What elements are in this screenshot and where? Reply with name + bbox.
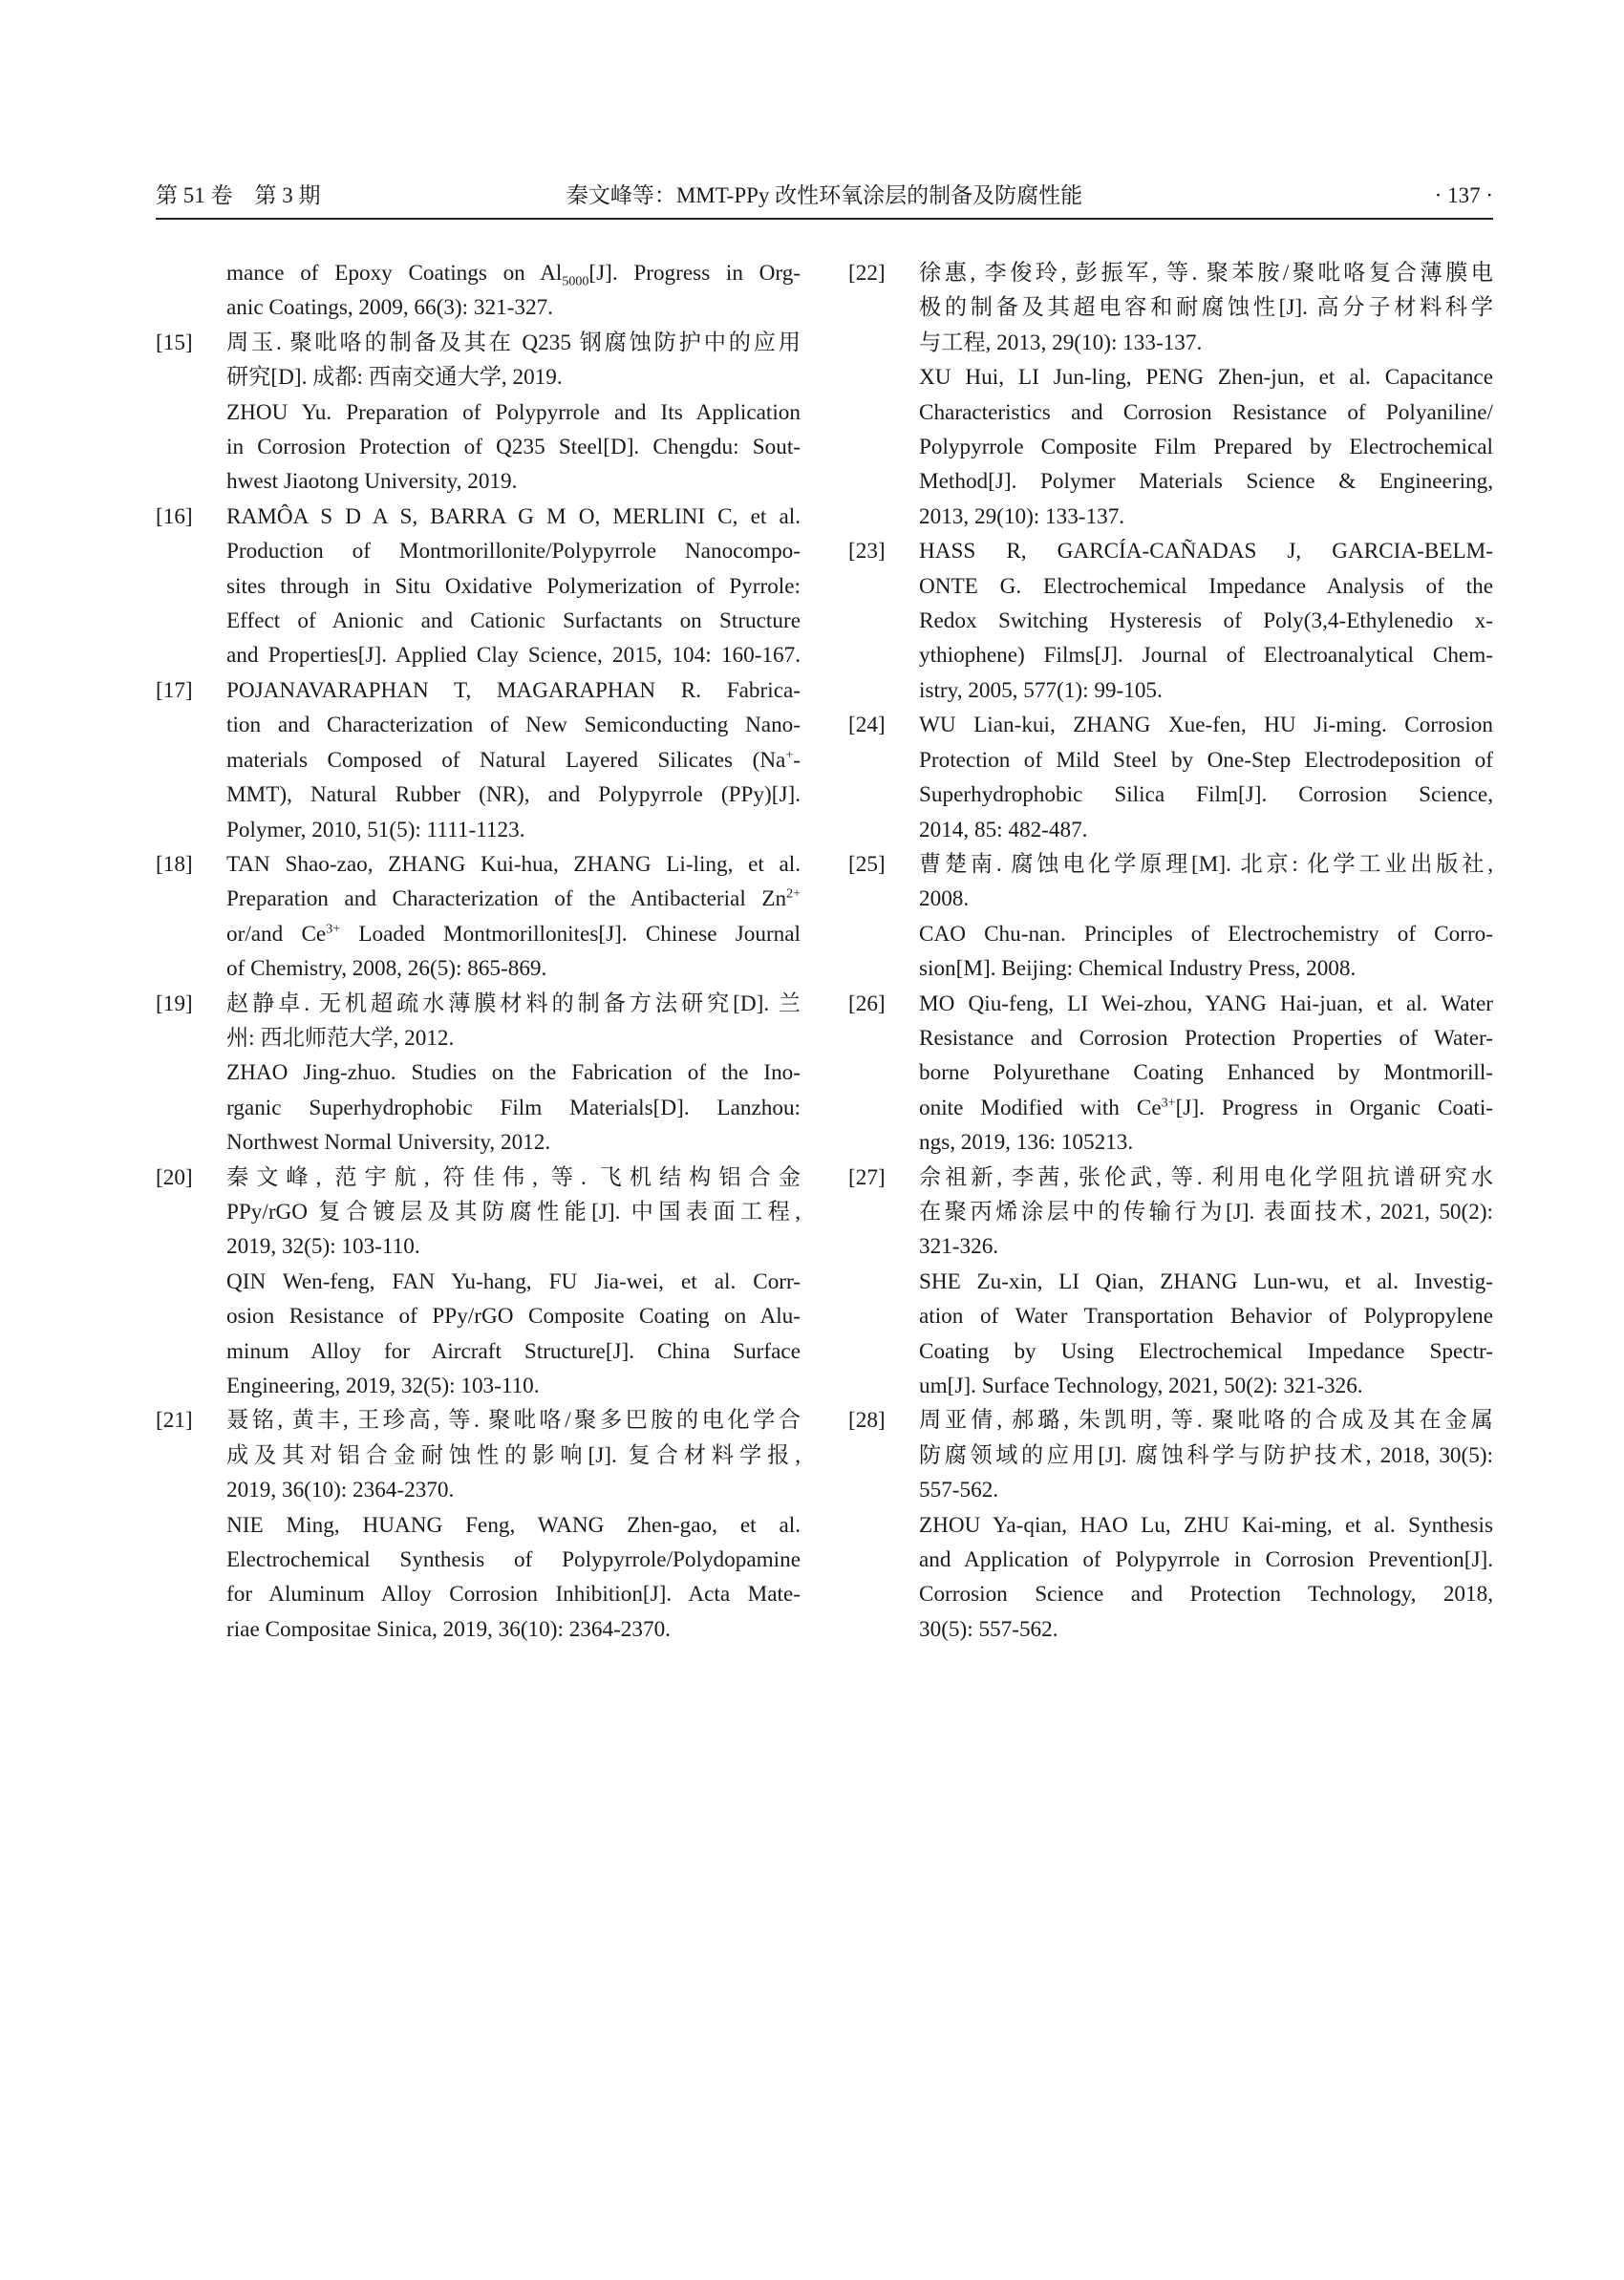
reference-line: Resistance and Corrosion Protection Properties of Water- xyxy=(919,1025,1493,1051)
running-head xyxy=(156,181,1493,220)
reference-number: [21] xyxy=(156,1408,193,1434)
reference-line: Effect of Anionic and Cationic Surfactants on Structure xyxy=(226,608,801,634)
reference-number: [24] xyxy=(848,713,886,738)
reference-entry xyxy=(156,987,801,1161)
reference-line: sion[M]. Beijing: Chemical Industry Press, 2008. xyxy=(919,956,1357,982)
reference-column-right xyxy=(848,256,1493,1647)
reference-number: [22] xyxy=(848,261,886,286)
reference-line: borne Polyurethane Coating Enhanced by Montmorill- xyxy=(919,1060,1493,1086)
reference-number: [16] xyxy=(156,503,193,529)
reference-line: in Corrosion Protection of Q235 Steel[D]. Chengdu: Sout- xyxy=(226,435,801,460)
reference-entry xyxy=(156,1161,801,1404)
reference-line: ONTE G. Electrochemical Impedance Analysis of the xyxy=(919,573,1493,599)
reference-line: rganic Superhydrophobic Film Materials[D]. Lanzhou: xyxy=(226,1095,801,1120)
reference-line: um[J]. Surface Technology, 2021, 50(2): 321-326. xyxy=(919,1374,1363,1398)
reference-line: materials Composed of Natural Layered Silicates (Na+- xyxy=(226,747,801,773)
reference-line: Production of Montmorillonite/Polypyrrole Nanocompo- xyxy=(226,539,801,565)
header-rule xyxy=(156,218,1493,220)
reference-line: HASS R, GARCÍA-CAÑADAS J, GARCIA-BELM- xyxy=(919,539,1493,565)
reference-entry xyxy=(156,1403,801,1647)
reference-line: 防腐领域的应用[J]. 腐蚀科学与防护技术, 2018, 30(5): xyxy=(919,1442,1493,1468)
reference-number: [15] xyxy=(156,330,193,355)
reference-line: or/and $Ce^{3+}$ Loaded Montmorillonites[J]. Chinese Journal xyxy=(226,921,801,947)
article-short-title: 秦文峰等：MMT-PPy 改性环氧涂层的制备及防腐性能 xyxy=(566,183,1083,207)
reference-entry xyxy=(156,673,801,847)
reference-line: Preparation and Characterization of the Antibacterial $Zn^{2+}$ xyxy=(226,886,801,912)
reference-entry xyxy=(848,256,1493,534)
reference-line: NIE Ming, HUANG Feng, WANG Zhen-gao, et al. xyxy=(226,1512,801,1538)
reference-line: riae Compositae Sinica, 2019, 36(10): 2364-2370. xyxy=(226,1616,671,1642)
reference-number: [17] xyxy=(156,677,193,703)
reference-line: QIN Wen-feng, FAN Yu-hang, FU Jia-wei, et al. Corr- xyxy=(226,1268,801,1294)
reference-line: 赵静卓. 无机超疏水薄膜材料的制备方法研究[D]. 兰 xyxy=(226,991,801,1016)
reference-line: 佘祖新, 李茜, 张伦武, 等. 利用电化学阻抗谱研究水 xyxy=(919,1164,1493,1190)
reference-line: Redox Switching Hysteresis of Poly(3,4-Ethylenedio x- xyxy=(919,608,1493,634)
reference-line: sites through in Situ Oxidative Polymerization of Pyrrole: xyxy=(226,573,801,599)
reference-line: 在聚丙烯涂层中的传输行为[J]. 表面技术, 2021, 50(2): xyxy=(919,1199,1493,1225)
reference-line: 周玉. 聚吡咯的制备及其在 Q235 钢腐蚀防护中的应用 xyxy=(226,330,801,355)
page-number: · 137 · xyxy=(1434,183,1493,207)
reference-line: Characteristics and Corrosion Resistance of Polyaniline/ xyxy=(919,399,1493,425)
reference-line: osion Resistance of PPy/rGO Composite Coating on Alu- xyxy=(226,1304,801,1330)
reference-number: [28] xyxy=(848,1408,886,1434)
reference-line: Polymer, 2010, 51(5): 1111-1123. xyxy=(226,817,525,842)
reference-line: and Properties[J]. Applied Clay Science, 2015, 104: 160-167. xyxy=(226,643,801,669)
reference-line: ation of Water Transportation Behavior of Polypropylene xyxy=(919,1304,1493,1330)
reference-entry xyxy=(156,256,801,326)
reference-line: 秦文峰, 范宇航, 符佳伟, 等. 飞机结构铝合金 xyxy=(226,1164,801,1190)
reference-entry xyxy=(156,500,801,673)
reference-line: TAN Shao-zao, ZHANG Kui-hua, ZHANG Li-ling, et al. xyxy=(226,851,801,877)
reference-line: and Application of Polypyrrole in Corrosion Prevention[J]. xyxy=(919,1547,1493,1573)
reference-line: Polypyrrole Composite Film Prepared by Electrochemical xyxy=(919,435,1493,460)
reference-line: RAMÔA S D A S, BARRA G M O, MERLINI C, et al. xyxy=(226,503,801,529)
reference-number: [19] xyxy=(156,991,193,1016)
reference-line: 曹楚南. 腐蚀电化学原理[M]. 北京: 化学工业出版社, xyxy=(919,851,1493,877)
reference-number: [26] xyxy=(848,991,886,1016)
reference-line: MO Qiu-feng, LI Wei-zhou, YANG Hai-juan, et al. Water xyxy=(919,991,1493,1016)
reference-line: PPy/rGO 复合镀层及其防腐性能[J]. 中国表面工程, xyxy=(226,1199,801,1225)
reference-line: 2019, 36(10): 2364-2370. xyxy=(226,1478,455,1503)
reference-column-left xyxy=(156,256,801,1647)
reference-number: [23] xyxy=(848,539,886,565)
reference-line: ngs, 2019, 136: 105213. xyxy=(919,1130,1134,1156)
reference-line: 成及其对铝合金耐蚀性的影响[J]. 复合材料学报, xyxy=(226,1442,801,1468)
reference-number: [27] xyxy=(848,1164,886,1190)
reference-line: Method[J]. Polymer Materials Science & Engineering, xyxy=(919,469,1493,495)
reference-line: 州: 西北师范大学, 2012. xyxy=(226,1025,455,1051)
volume-issue: 第 51 卷 第 3 期 xyxy=(156,183,321,207)
reference-line: hwest Jiaotong University, 2019. xyxy=(226,469,518,495)
reference-line: 徐惠, 李俊玲, 彭振军, 等. 聚苯胺/聚吡咯复合薄膜电 xyxy=(919,261,1493,286)
reference-number: [25] xyxy=(848,851,886,877)
reference-line: for Aluminum Alloy Corrosion Inhibition[J]. Acta Mate- xyxy=(226,1582,801,1608)
reference-line: 2014, 85: 482-487. xyxy=(919,817,1088,842)
reference-line: minum Alloy for Aircraft Structure[J]. China Surface xyxy=(226,1338,801,1364)
reference-line: 321-326. xyxy=(919,1234,999,1260)
reference-line: Engineering, 2019, 32(5): 103-110. xyxy=(226,1374,540,1398)
reference-entry xyxy=(848,708,1493,847)
reference-line: POJANAVARAPHAN T, MAGARAPHAN R. Fabrica- xyxy=(226,677,801,703)
reference-entry xyxy=(848,534,1493,708)
reference-line: onite Modified with $Ce^{3+}[J]$. Progress in Organic Coati- xyxy=(919,1095,1493,1120)
reference-line: Electrochemical Synthesis of Polypyrrole/Polydopamine xyxy=(226,1547,801,1573)
reference-entry xyxy=(848,1403,1493,1647)
reference-entry xyxy=(156,326,801,500)
reference-line: Coating by Using Electrochemical Impedance Spectr- xyxy=(919,1338,1493,1364)
reference-line: 极的制备及其超电容和耐腐蚀性[J]. 高分子材料科学 xyxy=(919,295,1493,321)
reference-line: WU Lian-kui, ZHANG Xue-fen, HU Ji-ming. Corrosion xyxy=(919,713,1493,738)
reference-line: 2013, 29(10): 133-137. xyxy=(919,503,1125,529)
reference-line: 周亚倩, 郝璐, 朱凯明, 等. 聚吡咯的合成及其在金属 xyxy=(919,1408,1493,1434)
reference-line: Superhydrophobic Silica Film[J]. Corrosion Science, xyxy=(919,782,1493,808)
reference-line: 聂铭, 黄丰, 王珍高, 等. 聚吡咯/聚多巴胺的电化学合 xyxy=(226,1408,801,1434)
reference-line: 2019, 32(5): 103-110. xyxy=(226,1234,420,1260)
reference-line: ZHAO Jing-zhuo. Studies on the Fabrication of the Ino- xyxy=(226,1060,801,1086)
reference-line: tion and Characterization of New Semiconducting Nano- xyxy=(226,713,801,738)
reference-line: XU Hui, LI Jun-ling, PENG Zhen-jun, et al. Capacitance xyxy=(919,365,1493,391)
reference-line: ZHOU Ya-qian, HAO Lu, ZHU Kai-ming, et al. Synthesis xyxy=(919,1512,1493,1538)
reference-line: mance of Epoxy Coatings on $Al_{5000}[J]$. Progress in Org- xyxy=(226,261,801,289)
reference-line: SHE Zu-xin, LI Qian, ZHANG Lun-wu, et al. Investig- xyxy=(919,1268,1493,1294)
reference-entry xyxy=(156,847,801,987)
reference-line: CAO Chu-nan. Principles of Electrochemistry of Corro- xyxy=(919,921,1493,947)
reference-line: Northwest Normal University, 2012. xyxy=(226,1130,551,1156)
reference-line: anic Coatings, 2009, 66(3): 321-327. xyxy=(226,295,553,321)
reference-line: istry, 2005, 577(1): 99-105. xyxy=(919,677,1163,703)
reference-line: Corrosion Science and Protection Technology, 2018, xyxy=(919,1582,1493,1608)
reference-line: 557-562. xyxy=(919,1478,999,1503)
reference-line: 与工程, 2013, 29(10): 133-137. xyxy=(919,330,1203,355)
reference-line: Protection of Mild Steel by One-Step Electrodeposition of xyxy=(919,747,1493,773)
reference-line: ZHOU Yu. Preparation of Polypyrrole and Its Application xyxy=(226,399,801,425)
reference-number: [18] xyxy=(156,851,193,877)
reference-line: ythiophene) Films[J]. Journal of Electroanalytical Chem- xyxy=(919,643,1493,669)
reference-line: 研究[D]. 成都: 西南交通大学, 2019. xyxy=(226,365,563,391)
reference-line: MMT), Natural Rubber (NR), and Polypyrrole (PPy)[J]. xyxy=(226,782,801,808)
reference-entry xyxy=(848,1161,1493,1404)
reference-line: 2008. xyxy=(919,886,970,912)
reference-entry xyxy=(848,987,1493,1161)
reference-entry xyxy=(848,847,1493,987)
reference-number: [20] xyxy=(156,1164,193,1190)
reference-line: of Chemistry, 2008, 26(5): 865-869. xyxy=(226,956,547,982)
reference-line: 30(5): 557-562. xyxy=(919,1616,1058,1642)
